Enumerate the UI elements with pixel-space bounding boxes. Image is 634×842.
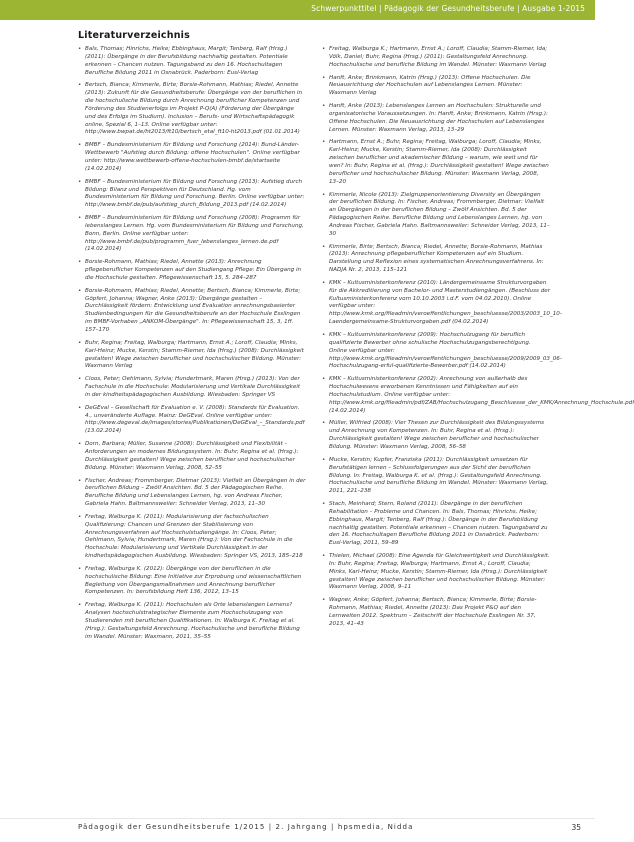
reference-item: • Kimmerle, Nicole (2013): Zielgruppenorientierung Diversity an Übergängen der beruflichen Bildung. In: Fischer, Andreas; Frommberger, Dietmar: Vielfalt an Übergängen in der beruflichen Bildung – Zwölf Ansichten. Bd. 5 der Pädagogischen Reihe. Berufliche Bildung und Lebenslanges Lernen, hg. von Andreas Fischer, Gabriela Hahn. Baltmannsweiler: Schneider Verlag, 2013, 11–30 bbox=[322, 192, 550, 239]
reference-item: • Borsie-Rohmann, Mathias; Riedel, Annette; Bertsch, Bianca; Kimmerle, Birte; Göpfert, Johanna; Wagner, Anke (2013): Übergänge gestalten – Durchlässigkeit fördern: Entwicklung und Evaluation anrechnungsbasierter Studienbedingungen für die Gesundheitsberufe an der Hochschule Esslingen im BMBF-Vorhaben „ANKOM-Übergänge". In: Pflegewissenschaft 15, 3, 1ff. 157–170 bbox=[78, 288, 306, 335]
reference-item: • Cloos, Peter; Oehlmann, Sylvia; Hundertmark, Maren (Hrsg.) (2013): Von der Fachschule in die Hochschule: Modularisierung und Vertikale Durchlässigkeit in der kindheitspädagogischen Ausbildung. Wiesbaden: Springer VS bbox=[78, 376, 306, 400]
reference-item: • Freitag, Walburga K. (2011): Modularisierung der fachschulischen Qualifizierung: Chancen und Grenzen der Stabilisierung von Anrechnungsverfahren auf Hochschulstudiengänge. In: Cloos, Peter; Oehlmann, Sylvia; Hundertmark, Maren (Hrsg.): Von der Fachschule in die Hochschule: Modularisierung und Vertikale Durchlässigkeit in der kindheitspädagogischen Ausbildung. Wiesbaden: Springer VS, 2013, 185–218 bbox=[78, 514, 306, 561]
reference-item: • Hanft, Anke; Brinkmann, Katrin (Hrsg.) (2013): Offene Hochschulen. Die Neuausrichtung der Hochschulen auf Lebenslanges Lernen. Münster: Waxmann Verlag bbox=[322, 75, 550, 99]
reference-item: • Kimmerle, Birte; Bertsch, Bianca; Riedel, Annette; Borsie-Rohmann, Mathias (2013): Anrechnung pflegeberuflicher Kompetenzen auf ein Studium. Darstellung und Reflexion eines systematischen Anrechnungsverfahrens. In: NADJA Nr. 2, 2013, 115–121 bbox=[322, 244, 550, 275]
reference-item: • KMK – Kultusministerkonferenz (2010): Ländergemeinsame Strukturvorgaben für die Akkreditierung von Bachelor- und Masterstudiengängen. (Beschluss der Kultusministerkonferenz vom 10.10.2003 i.d.F. vom 04.02.2010). Online verfügbar unter: http://www.kmk.org/fileadmin/veroeffentlichungen_beschluesse/2003/2003_10_10-Laendergemeinsame-Strukturvorgaben.pdf (04.02.2014) bbox=[322, 280, 550, 327]
reference-item: • Thielen, Michael (2008): Eine Agenda für Gleichwertigkeit und Durchlässigkeit. In: Buhr, Regina; Freitag, Walburga; Hartmann, Ernst A.; Loroff, Claudia; Minks, Karl-Heinz; Mucke, Kerstin; Stamm-Riemer, Ida (Hrsg.): Durchlässigkeit gestalten! Wege zwischen beruflicher und hochschulischer Bildung. Münster: Waxmann Verlag, 2008, 9–11 bbox=[322, 553, 550, 592]
reference-item: • Bals, Thomas; Hinrichs, Heike; Ebbinghaus, Margit; Tenberg, Ralf (Hrsg.) (2011): Übergänge in der Berufsbildung nachhaltig gestalten. Potentiale erkennen – Chancen nutzen. Tagungsband zu den 16. Hochschultagen Berufliche Bildung 2011 in Osnabrück. Paderborn: Eusl-Verlag bbox=[78, 46, 306, 77]
reference-item: • Borsie-Rohmann, Mathias; Riedel, Annette (2013): Anrechnung pflegeberuflicher Kompetenzen auf den Studiengang Pflege: Ein Übergang in die Hochschule gestalten. Pflegewissenschaft 15, 5. 284–287 bbox=[78, 259, 306, 283]
page-number: 35 bbox=[571, 823, 581, 832]
reference-item: • BMBF – Bundesministerium für Bildung und Forschung (2008): Programm für lebenslanges Lernen. Hg. vom Bundesministerium für Bildung und Forschung, Bonn, Berlin. Online verfügbar unter: http://www.bmbf.de/pub/programm_fuer_lebenslanges_lernen.de.pdf (14.02.2014) bbox=[78, 215, 306, 254]
reference-item: • BMBF – Bundesministerium für Bildung und Forschung (2014): Bund-Länder-Wettbewerb "Aufstieg durch Bildung: offene Hochschulen". Online verfügbar unter: http://www.wettbewerb-offene-hochschulen-bmbf.de/startseite (14.02.2014) bbox=[78, 142, 306, 173]
reference-item: • Freitag, Walburga K. (2011): Hochschulen als Orte lebenslangen Lernens? Analysen hochschulstrategischer Elemente zum Hochschulzugang von Studierenden mit beruflichen Qualifikationen. In: Walburga K. Freitag et al. (Hrsg.): Gestaltungsfeld Anrechnung. Hochschulische und berufliche Bildung im Wandel. Münster: Waxmann, 2011, 35–55 bbox=[78, 602, 306, 641]
reference-item: • DeGEval – Gesellschaft für Evaluation e. V. (2008): Standards für Evaluation. 4., unveränderte Auflage. Mainz: DeGEval. Online verfügbar unter: http://www.degeval.de/images/stories/Publikationen/DeGEval_–_Standards.pdf (13.02.2014) bbox=[78, 405, 306, 436]
reference-item: • KMK – Kultusministerkonferenz (2009): Hochschulzugang für beruflich qualifizierte Bewerber ohne schulische Hochschulzugangsberechtigung. Online verfügbar unter: http://www.kmk.org/fileadmin/veroeffentlichungen_beschluesse/2009/2009_03_06-Hochschulzugang-erful-qualifizierte-Bewerber.pdf (14.02.2014) bbox=[322, 332, 550, 371]
reference-item: • Wagner, Anke; Göpfert, Johanna; Bertsch, Bianca; Kimmerle, Birte; Borsie-Rohmann, Mathias; Riedel, Annette (2013): Das Projekt P&Q auf den Lernwelten 2012. Spektrum – Zeitschrift der Hochschule Esslingen Nr. 37, 2013, 41–43 bbox=[322, 597, 550, 628]
running-header-title: Schwerpunkttitel | Pädagogik der Gesundheitsberufe | Ausgabe 1-2015 bbox=[311, 4, 585, 13]
reference-item: • Hartmann, Ernst A.; Buhr, Regina; Freitag, Walburga; Loroff, Claudia; Minks, Karl-Heinz; Mucke, Kerstin; Stamm-Riemer, Ida (2008): Durchlässigkeit zwischen beruflicher und akademischer Bildung – warum, wie weit und für wen? In: Buhr, Regina et al. (Hrsg.): Durchlässigkeit gestalten! Wege zwischen beruflicher und hochschulischer Bildung. Münster: Waxmann Verlag, 2008, 13–20 bbox=[322, 139, 550, 186]
footer-journal-line: Pädagogik der Gesundheitsberufe 1/2015 | 2. Jahrgang | hpsmedia, Nidda bbox=[78, 823, 414, 831]
reference-item: • Bertsch, Bianca; Kimmerle, Birte; Borsie-Rohmann, Mathias; Riedel, Annette (2013): Zukunft für die Gesundheitsberufe: Übergänge von der beruflichen in die hochschulische Bildung durch Anrechnung beruflicher Kompetenzen und Förderung des Studienerfolgs im Projekt P-Q(A) (Förderung der Übergänge und des Erfolgs im Studium). Inclusion – Berufs- und Wirtschaftspädagogik online, Spezial 6, 1–13. Online verfügbar unter: http://www.bwpat.de/ht2013/ft10/bertsch_etal_ft10-ht2013.pdf (01.01.2014) bbox=[78, 82, 306, 137]
reference-item: • Buhr, Regina; Freitag, Walburga; Hartmann, Ernst A.; Loroff, Claudia; Minks, Karl-Heinz; Mucke, Kerstin; Stamm-Riemer, Ida (Hrsg.) (2008): Durchlässigkeit gestalten! Wege zwischen beruflicher und hochschulischer Bildung. Münster: Waxmann Verlag bbox=[78, 340, 306, 371]
reference-item: • Freitag, Walburga K. (2012): Übergänge von der beruflichen in die hochschulische Bildung: Eine Initiative zur Erprobung und wissenschaftlichen Begleitung von Übergangsmaßnahmen und Anrechnung beruflicher Kompetenzen. In: berufsbildung Heft 136, 2012, 13–15 bbox=[78, 566, 306, 597]
reference-item: • Dorn, Barbara; Müller, Susanne (2008): Durchlässigkeit und Flexibilität – Anforderungen an modernes Bildungssystem. In: Buhr, Regina et al. (Hrsg.): Durchlässigkeit gestalten! Wege zwischen beruflicher und hochschulischer Bildung. Münster: Waxmann Verlag, 2008, 52–55 bbox=[78, 441, 306, 472]
footer-divider bbox=[0, 818, 595, 819]
header-bar bbox=[0, 0, 595, 20]
reference-item: • Müller, Wilfried (2008): Vier Thesen zur Durchlässigkeit des Bildungssystems und Anrechnung von Kompetenzen. In: Buhr, Regina et al. (Hrsg.): Durchlässigkeit gestalten! Wege zwischen beruflicher und hochschulischer Bildung. Münster: Waxmann Verlag, 2008, 56–58 bbox=[322, 420, 550, 451]
reference-item: • Fischer, Andreas; Frommberger, Dietmar (2013): Vielfalt an Übergängen in der beruflichen Bildung – Zwölf Ansichten. Bd. 5 der Pädagogischen Reihe. Berufliche Bildung und Lebenslanges Lernen, hg. von Andreas Fischer, Gabriela Hahn. Baltmannsweiler: Schneider Verlag, 2013, 11–30 bbox=[78, 478, 306, 509]
reference-column-left bbox=[78, 46, 306, 647]
section-heading: Literaturverzeichnis bbox=[78, 30, 190, 41]
reference-item: • KMK – Kultusministerkonferenz (2002): Anrechnung von außerhalb des Hochschulwesens erworbenen Kenntnissen und Fähigkeiten auf ein Hochschulstudium. Online verfügbar unter: http://www.kmk.org/fileadmin/pdf/ZAB/Hochschulzugang_Beschluesse_der_KMK/Anrechnung_Hochschule.pdf (14.02.2014) bbox=[322, 376, 550, 415]
reference-item: • Mucke, Kerstin; Kupfer, Franziska (2011): Durchlässigkeit umsetzen für Berufstätigen lernen – Schlussfolgerungen aus der Sicht der beruflichen Bildung. In: Freitag, Walburga K. et al. (Hrsg.): Gestaltungsfeld Anrechnung. Hochschulische und berufliche Bildung im Wandel. Münster: Waxmann Verlag, 2011, 221–238 bbox=[322, 457, 550, 496]
reference-item: • Stach, Meinhard; Stern, Roland (2011): Übergänge in der beruflichen Rehabilitation – Probleme und Chancen. In: Bals, Thomas; Hinrichs, Heike; Ebbinghaus, Margit; Tenberg, Ralf (Hrsg.): Übergänge in der Berufsbildung nachhaltig gestalten. Potentiale erkennen – Chancen nutzen. Tagungsband zu den 16. Hochschultagen Berufliche Bildung 2011 in Osnabrück. Paderborn: Eusl-Verlag, 2011, 59–89 bbox=[322, 501, 550, 548]
page-footer bbox=[0, 818, 595, 842]
reference-column-right bbox=[322, 46, 634, 634]
reference-item: • Freitag, Walburga K.; Hartmann, Ernst A.; Loroff, Claudia; Stamm-Riemer, Ida; Völk, Daniel; Buhr, Regina (Hrsg.) (2011): Gestaltungsfeld Anrechnung. Hochschulische und berufliche Bildung im Wandel. Münster: Waxmann Verlag bbox=[322, 46, 550, 70]
reference-item: • Hanft, Anke (2013): Lebenslanges Lernen an Hochschulen: Strukturelle und organisatorische Voraussetzungen. In: Hanft, Anke; Brinkmann, Katrin (Hrsg.): Offene Hochschulen. Die Neuausrichtung der Hochschulen auf Lebenslanges Lernen. Münster: Waxmann Verlag, 2013, 13–29 bbox=[322, 103, 550, 134]
reference-item: • BMBF – Bundesministerium für Bildung und Forschung (2013): Aufstieg durch Bildung: Bilanz und Perspektiven für Deutschland. Hg. vom Bundesministerium für Bildung und Forschung. Berlin. Online verfügbar unter: http://www.bmbf.de/pub/aufstieg_durch_Bildung_2013.pdf (14.02.2014) bbox=[78, 179, 306, 210]
